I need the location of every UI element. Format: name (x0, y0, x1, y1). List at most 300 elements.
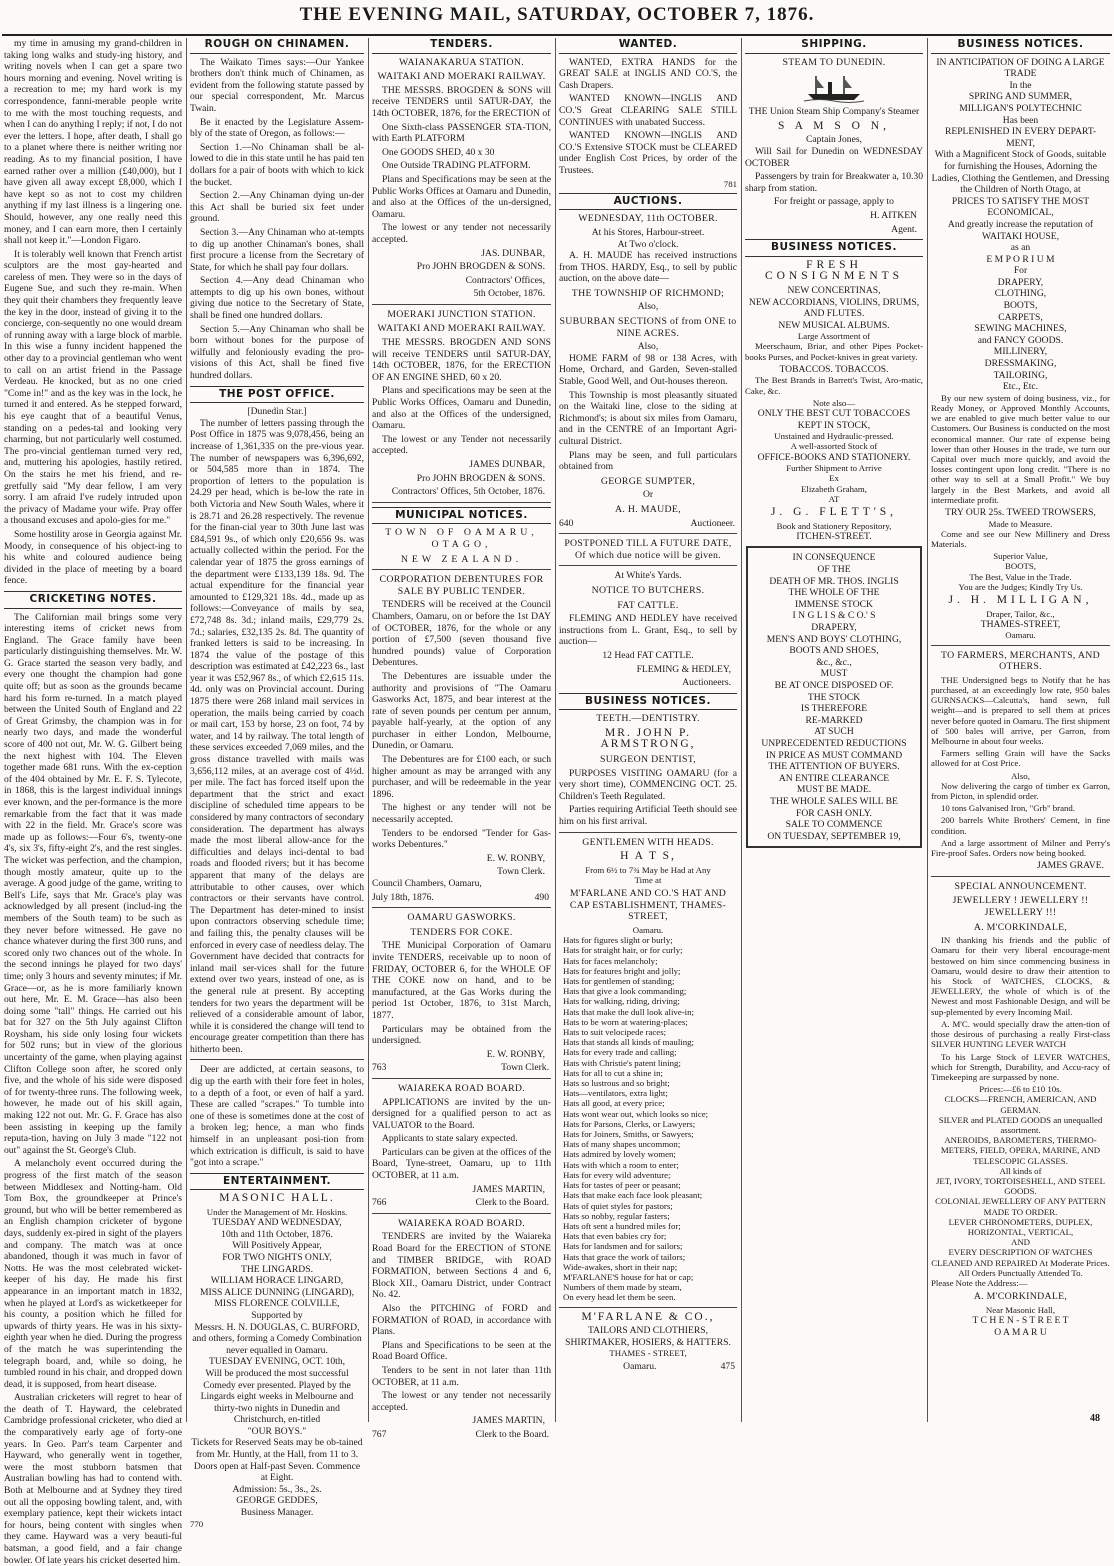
prices-line: Prices:—£6 to £10 10s. (931, 1084, 1110, 1094)
town-subtitle: NEW ZEALAND. (372, 554, 551, 566)
auctioneer-role: Auctioneer. (691, 518, 736, 530)
column-4 (559, 38, 737, 1422)
milligan-line: SEWING MACHINES, (931, 323, 1110, 335)
masonic-line: Supported by (190, 1310, 364, 1322)
hats-from: From 6½ to 7¾ May be Had at Any (559, 865, 737, 875)
instrument-line: NEW ACCORDIANS, VIOLINS, DRUMS, (745, 297, 923, 309)
auction-time: At Two o'clock. (559, 239, 737, 251)
kept-line: KEPT IN STOCK, (745, 420, 923, 432)
statute-section: Section 5.—Any Chinaman who shall be born without bones for the purpose of wilfully and feloniously evading the pro-visions of this Act, shall be fined five hundred dollars. (190, 324, 364, 382)
masonic-management: Under the Management of Mr. Hoskins. (190, 1207, 364, 1217)
masonic-line: Admission: 5s., 3s., 2s. (190, 1484, 364, 1496)
milligan-line: and FANCY GOODS. (931, 335, 1110, 347)
hats-list-item: Hats of quiet styles for pastors; (563, 1201, 737, 1211)
brands-line: The Best Brands in Barrett's Twist, Aro-matic, Cake, &c. (745, 375, 923, 395)
oamaru-label: O A M A R U (931, 1327, 1110, 1339)
statute-section: Section 2.—Any Chinaman dying un-der this Act shall be buried six feet under ground. (190, 190, 364, 225)
hats-list-item: Hats all good, at every price; (563, 1098, 737, 1108)
fresh-consignments: FRESH CONSIGNMENTS (745, 260, 923, 283)
milligan-body: By our new system of doing business, viz., for Ready Money, or Approved Monthly Accounts, we are enabled to give much better value to our Customers. Our Business is conducted on the most economical manner. Our rate of expense being lower than other Houses in the trade, we turn our Capital over much more quickly, and avoid the losses contingent upon long credit. "There is no other way to sell at a Small Profit." We buy largely in the Best Markets, and avoid all intermediate profit. (931, 393, 1110, 505)
clearance-line: IN CONSEQUENCE (752, 552, 916, 564)
hats-list-item: Hats so lustrous and so bright; (563, 1078, 737, 1088)
fat-cattle: FAT CATTLE. (559, 600, 737, 612)
hats-list-item: Hats for gentlemen of standing; (563, 976, 737, 986)
divider (372, 502, 551, 503)
paragraph: my time in amusing my grand-children in taking long walks and study-ing history, and writing novels when I can get a spare two hours morning and evening. Novel writing is a recreation to me; my hard work is my correspondence, fanni-merable people write to me with the most touching requests, and when I can do anything I reply; if not, I do not ever the letters. I hope, after death, I shall go to a planet where there is neither writing nor reading. As to my financial position, I have earned rather over a million (£40,000), but I have given all away except £8,000, which I have kept so as not to cost my children anything if my last illness is a lingering one. Should, however, any one really need this money, and I can earn more, then I certainly shall not keep it."—London Figaro. (4, 38, 182, 247)
oamaru-label: Oamaru. (931, 630, 1110, 640)
tenders-heading: TENDERS. (372, 38, 551, 54)
masonic-line: TUESDAY EVENING, OCT. 10th, (190, 1356, 364, 1368)
tender-body: Plans and specifications may be seen at the Public Works Offices, Oamaru and Dunedin, and also at the Offices of the undersigned, Oamaru. (372, 385, 551, 431)
masonic-line: FOR TWO NIGHTS ONLY, (190, 1252, 364, 1264)
iron-line: 10 tons Galvanised Iron, "Grb" brand. (931, 803, 1110, 813)
clearance-line: BOOTS AND SHOES, (752, 645, 916, 657)
signature: JAMES DUNBAR, (372, 459, 545, 471)
shipping-heading: SHIPPING. (745, 38, 923, 54)
debenture-paragraph: The Debentures are issuable under the authority and provisions of "The Oamaru Gasworks Act, 1875, and bear interest at the rate of seven pounds per centum per annum, payable half-yearly, at the option of any purchaser in either London, Melbourne, Dunedin, or Oamaru. (372, 671, 551, 752)
masonic-line: GEORGE GEDDES, (190, 1495, 364, 1507)
waiareka-paragraph: Plans and Specifications to be seen at the Road Board Office. (372, 1340, 551, 1363)
masthead (0, 4, 1114, 32)
mck-body-2: A. M'C. would specially draw the atten-tion of those desirous of purchasing a really First-class SILVER HUNTING LEVER WATCH (931, 1019, 1110, 1050)
paragraph: The Californian mail brings some very interesting items of cricket news from England. The Grace family have been particularly distinguishing themselves. Mr. W. G. Grace started the season very badly, and every one thought the champion had gone quite off; but as soon as the grounds became hard his form re-turned. In a match played between the United South of England and 22 of Great Grimsby, the champion was in for nearly two days, and made the wonderful score of 400 not out, Mr. W. G. Gilbert being the next highest with 104. The Eleven together made 681 runs. With the ex-ception of the 404 obtained by Mr. E. F. S. Tylecote, in 1868, this is the largest individual innings ever known, and the per-formance is the more remarkable from the fact that it was made with 22 in the field. Mr. Grace's score was made up as follows:—Four 6's, twenty-one 4's, six 3's, fifty-eight 2's, and the rest singles. The wicket was perfection, and the champion, though mostly amateur, quite up to the average. A good judge of the game, writing to Bell's Life, says that Mr. Grace's play was acknowledged by all present (includ-ing the members of the South team) to be such as they never before witnessed. He gave no chance whatever during the first 300 runs, and scored only two chances out of the whole. In the second innings he played for two days' time; only 3 hours and seventy minutes; if Mr. Grace—or, as he is more familiarly known out here, Mr. E. M. Grace—has also been doing some "tall" things. He carried out his bat for 327 on the 5th July against Clifton Roysham, his side only losing four wickets for 502 runs; but in view of the glorious uncertainty of the game, when playing against Clifton College soon after, he scored only five, and the whole of his side were disposed of for twenty-three runs. The following week, however, he made out of his skill again, making 122 not out. Mr. G. F. Grace has also been assisting in keeping up the family reputa-tion, having on July 3 made "122 not out" against the St. George's Club. (4, 612, 182, 1157)
freight-line: For freight or passage, apply to (745, 196, 923, 208)
unstained-line: Unstained and Hydraulic-pressed. (745, 431, 923, 441)
masonic-line: 10th and 11th October, 1876. (190, 1229, 364, 1241)
milligan-ad (931, 57, 1110, 393)
itchen-street: ITCHEN-STREET. (745, 531, 923, 543)
town-title: TOWN OF OAMARU, OTAGO, (372, 527, 551, 550)
hats-list-item: Wide-awakes, short in their nap; (563, 1262, 737, 1272)
wanted-ads (559, 57, 737, 177)
ad-ref-number: 763 (372, 1062, 386, 1074)
signature-role: Auctioneers. (559, 677, 731, 689)
tender-body: One Outside TRADING PLATFORM. (372, 160, 551, 172)
coke-title: TENDERS FOR COKE. (372, 927, 551, 939)
sacks-line: Farmers selling Grain will have the Sacks allowed for at Cost Price. (931, 748, 1110, 768)
hats-list-item: Hats for tastes of peer or peasant; (563, 1180, 737, 1190)
debenture-title: CORPORATION DEBENTURES FOR SALE BY PUBLIC TENDER. (372, 574, 551, 597)
only-best-line: ONLY THE BEST CUT TOBACCOES (745, 408, 923, 420)
milligan-line: PRICES TO SATISFY THE MOST ECONOMICAL, (931, 196, 1110, 219)
coke-body-2: Particulars may be obtained from the undersigned. (372, 1024, 551, 1047)
tender-title: WAIANAKARUA STATION. (372, 57, 551, 69)
ad-ref-number: 766 (372, 1197, 386, 1209)
whites-yards: At White's Yards. (559, 570, 737, 582)
albums-line: NEW MUSICAL ALBUMS. (745, 320, 923, 332)
hats-list-item: Hats with which a room to enter; (563, 1160, 737, 1170)
sail-notice: Will Sail for Dunedin on WEDNESDAY OCTOBER (745, 146, 923, 169)
silver-line: SILVER and PLATED GOODS an unequalled assortment. (931, 1115, 1110, 1135)
statute-section: Section 1.—No Chinaman shall be al-lowed to die in this state until he has paid ten dollars for a pair of boots with which to kick the bucket. (190, 142, 364, 188)
signature: Pro JOHN BROGDEN & SONS. (372, 473, 545, 485)
page-number: 48 (1090, 1413, 1100, 1424)
municipal-notices-heading: MUNICIPAL NOTICES. (372, 507, 551, 525)
draper-line: Draper, Tailor, &c., (931, 609, 1110, 619)
tweed-line: TRY OUR 25s. TWEED TROWSERS, (931, 507, 1110, 519)
masonic-line: Business Manager. (190, 1507, 364, 1519)
milligan-line: CARPETS, (931, 312, 1110, 324)
plans-line: Plans may be seen, and full particulars obtained from (559, 450, 737, 473)
hats-list (559, 935, 737, 1302)
auctioneer-name: A. H. MAUDE, (559, 504, 737, 516)
divider (931, 645, 1110, 646)
hats-list-item: Hats for every wild adventure; (563, 1170, 737, 1180)
masonic-line: MISS ALICE DUNNING (LINGARD), (190, 1287, 364, 1299)
masonic-line: Will Positively Appear, (190, 1240, 364, 1252)
ad-ref-number: 640 (559, 518, 573, 530)
article-continued (4, 38, 182, 587)
milligan-line: REPLENISHED IN EVERY DEPART-MENT, (931, 126, 1110, 149)
milligan-line: BOOTS, (931, 300, 1110, 312)
milligan-line: MILLINERY, (931, 346, 1110, 358)
masthead-title: THE EVENING MAIL, SATURDAY, OCTOBER 7, 1876. (300, 4, 815, 26)
column-separator (186, 38, 187, 1422)
township-body: This Township is most pleasantly situated on the Waitaki line, close to the siding at Richmond's; is about six miles from Oamaru, and in the CENTRE of an Important Agri-cultural District. (559, 390, 737, 448)
hats-list-item: Hats that stands all kinds of mauling; (563, 1037, 737, 1047)
clearance-line: THE WHOLE OF THE (752, 587, 916, 599)
hats-list-item: Hats that make each face look pleasant; (563, 1190, 737, 1200)
hats-list-item: Hats—ventilators, extra light; (563, 1088, 737, 1098)
signature: Pro JOHN BROGDEN & SONS. (372, 261, 545, 273)
milligan-line: WAITAKI HOUSE, (931, 231, 1110, 243)
waiareka-bridge-ad (372, 1231, 551, 1413)
divider (559, 533, 737, 534)
debenture-paragraph: Tenders to be endorsed "Tender for Gas-works Debentures." (372, 828, 551, 851)
statute-section: Section 3.—Any Chinaman who at-tempts to dig up another Chinaman's bones, shall first procure a license from the Secretary of State, for which he shall pay four dollars. (190, 227, 364, 273)
union-steamer: THE Union Steam Ship Company's Steamer (745, 106, 923, 118)
column-6 (931, 38, 1110, 1422)
hats-time: Time at (559, 875, 737, 885)
tender-body: THE MESSRS. BROGDEN AND SONS will receive TENDERS until SATUR-DAY, 14th OCTOBER, 1876, for the ERECTION OF AN ENGINE SHED, 60 x 20. (372, 337, 551, 383)
gentlemen-title: GENTLEMEN WITH HEADS. (559, 837, 737, 849)
ad-ref-number: 781 (559, 179, 737, 189)
agent-name: H. AITKEN (745, 210, 917, 222)
ex-label: Ex (745, 473, 923, 483)
clearance-line: THE STOCK (752, 692, 916, 704)
orders-line: All Orders Punctually Attended To. (931, 1268, 1110, 1278)
clearance-line: DEATH OF MR. THOS. INGLIS (752, 576, 916, 588)
milligan-line: And greatly increase the reputation of (931, 219, 1110, 231)
milligan-line: Etc., Etc. (931, 381, 1110, 393)
tailor-street: THAMES - STREET, (559, 1348, 737, 1358)
waiareka-title: WAIAREKA ROAD BOARD. (372, 1083, 551, 1095)
hats-list-item: On every head let them be seen. (563, 1292, 737, 1302)
hats-list-item: Hats for all to cut a shine in; (563, 1068, 737, 1078)
jewellery-line: JEWELLERY ! JEWELLERY !! JEWELLERY !!! (931, 895, 1110, 918)
business-notices-heading: BUSINESS NOTICES. (559, 693, 737, 711)
debenture-paragraph: The highest or any tender will not be necessarily accepted. (372, 802, 551, 825)
debenture-paragraph: The Debentures are for £100 each, or such higher amount as may be arranged with any purchaser, and will be redeemable in the year 1896. (372, 754, 551, 800)
clearance-line: THE ATTENTION OF BUYERS. (752, 761, 916, 773)
waiareka-paragraph: Tenders to be sent in not later than 11th OCTOBER, at 11 a.m. (372, 1365, 551, 1388)
grave-body: THE Undersigned begs to Notify that he has purchased, at an exceedingly low rate, 950 bales GURNSACKS—Calcutta's, hand sewn, full weight—and is prepared to sell them at prices never before quoted in Oamaru. The first shipment of 500 bales will arrive, per Garron, from Melbourne in about four weeks. (931, 675, 1110, 746)
ad-ref-number: 475 (721, 1361, 735, 1373)
colonial-line: COLONIAL JEWELLERY OF ANY PATTERN MADE TO ORDER. (931, 1196, 1110, 1216)
oamaru-label: Oamaru. (559, 925, 737, 935)
waiareka-paragraph: Particulars can be given at the offices of the Board, Tyne-street, Oamaru, up to 11th OCTOBER, at 11 a.m. (372, 1147, 551, 1182)
office-books: OFFICE-BOOKS AND STATIONERY. (745, 452, 923, 464)
teeth-title: TEETH.—DENTISTRY. (559, 713, 737, 725)
cricketing-notes-heading: CRICKETING NOTES. (4, 591, 182, 609)
divider (372, 569, 551, 570)
auctioneer-name: GEORGE SUMPTER, (559, 476, 737, 488)
hats-list-item: Hats for every trade and calling; (563, 1047, 737, 1057)
rough-on-chinamen-heading: ROUGH ON CHINAMEN. (190, 38, 364, 54)
milligan-line: In the (931, 80, 1110, 92)
clearance-line: MUST (752, 668, 916, 680)
milligan-line: DRAPERY, (931, 277, 1110, 289)
auction-body: A. H. MAUDE has received instructions from THOS. HARDY, Esq., to sell by public auction, on the above date— (559, 250, 737, 285)
judges-line: You are the Judges; Kindly Try Us. (931, 582, 1110, 592)
post-office-heading: THE POST OFFICE. (190, 386, 364, 404)
signature-role: Town Clerk. (501, 1062, 549, 1074)
wanted-ad: WANTED KNOWN—INGLIS AND CO.'S Great CLEARING SALE STILL CONTINUES with unabated Success. (559, 93, 737, 128)
hats-list-item: Hats that make the dull look alive-in; (563, 1007, 737, 1017)
note-line: Note also— (745, 398, 923, 408)
or-label: Or (559, 489, 737, 501)
waiareka-paragraph: TENDERS are invited by the Waiareka Road Board for the ERECTION of STONE and TIMBER BRIDGE, with ROAD FORMATION, between Sections 4 and 6, Block XII., Oamaru District, under Contract No. 42. (372, 1231, 551, 1301)
ad-ref-number: 767 (372, 1429, 386, 1441)
hats-list-item: Numbers of them made by steam, (563, 1282, 737, 1292)
thames-street: THAMES-STREET, (931, 619, 1110, 631)
also-label: Also, (559, 301, 737, 313)
masonic-line: MISS FLORENCE COLVILLE, (190, 1298, 364, 1310)
signature: JAMES MARTIN, (372, 1184, 545, 1196)
clearance-line: BE AT ONCE DISPOSED OF. (752, 680, 916, 692)
divider (190, 1059, 364, 1060)
milligan-line: TAILORING, (931, 370, 1110, 382)
dentist-name: MR. JOHN P. ARMSTRONG, (559, 728, 737, 751)
masonic-line: Doors open at Half-past Seven. Commence at Eight. (190, 1461, 364, 1484)
column-separator (368, 38, 369, 1422)
article-intro: The Waikato Times says:—Our Yankee brothers don't think much of Chinamen, as evident from the following statute passed by our special correspondent, Mr. Marcus Twain. (190, 57, 364, 115)
wanted-ad: WANTED, EXTRA HANDS for the GREAT SALE at INGLIS AND CO.'S, the Cash Drapers. (559, 57, 737, 92)
hats-list-item: Hats for landsmen and for sailors; (563, 1241, 737, 1251)
column-1 (4, 38, 182, 1422)
debenture-ad (372, 599, 551, 850)
column-separator (927, 38, 928, 1422)
tender-ads (372, 57, 551, 503)
clearance-line: RE-MARKED (752, 715, 916, 727)
divider (372, 304, 551, 305)
fleming-lot: 12 Head FAT CATTLE. (559, 650, 737, 662)
tender-body: One Sixth-class PASSENGER STA-TION, with Earth PLATFORM (372, 122, 551, 145)
paragraph: Some hostility arose in Georgia against Mr. Moody, in consequence of his object-ing to his white and coloured audience being divided in the place of meeting by a board fence. (4, 529, 182, 587)
dentist-visit: PURPOSES VISITING OAMARU (for a very short time), COMMENCING OCT. 25. Children's Teeth Regulated. (559, 768, 737, 803)
tailor-line: TAILORS AND CLOTHIERS, (559, 1325, 737, 1337)
agent-role: Agent. (745, 224, 917, 236)
clearance-line: I N G L I S & C O.' S (752, 610, 916, 622)
tender-body: Plans and Specifications may be seen at the Public Works Offices at Oamaru and Dunedin, and also at the Offices of the un-dersigned, Oamaru. (372, 174, 551, 220)
butchers-notice: NOTICE TO BUTCHERS. (559, 585, 737, 597)
clearance-line: SALE TO COMMENCE (752, 819, 916, 831)
coke-body: THE Municipal Corporation of Oamaru invite TENDERS, receivable up to noon of FRIDAY, OCTOBER 6, for the WHOLE OF THE COKE now on hand, and to be manufactured, at the Gas Works during the period 1st October, 1876, to 31st March, 1877. (372, 940, 551, 1021)
paragraph: A melancholy event occurred during the progress of the first match of the season between Middlesex and Notting-ham. Old Tom Box, the groundkeeper at Prince's ground, but who will be better remembered as an English champion cricketer of bygone days, suddenly ex-pired in sight of the players and company. The match was at once abandoned, though it was much in favor of Notts. He was the most celebrated wicket-keeper of his day. He made his first appearance in an important match in 1832, when he played at Lord's as wicketkeeper for his county, a position which he filled for upwards of thirty years. He was in his sixty-eighth year when he died. During the progress of the match he was superintending the telegraph board, and, while so doing, he tumbled round in his chair, and dropped down dead, it is supposed, from heart disease. (4, 1158, 182, 1390)
tender-subtitle: WAITAKI AND MOERAKI RAILWAY. (372, 71, 551, 83)
at-label: AT (745, 494, 923, 504)
every-line: EVERY DESCRIPTION OF WATCHES CLEANED AND REPAIRED At Moderate Prices. (931, 1247, 1110, 1267)
waiareka-paragraph: Applicants to state salary expected. (372, 1133, 551, 1145)
also-label: Also, (931, 771, 1110, 781)
tender-subtitle: WAITAKI AND MOERAKI RAILWAY. (372, 323, 551, 335)
clearance-line: UNPRECEDENTED REDUCTIONS (752, 738, 916, 750)
place-line: Council Chambers, Oamaru, (372, 878, 551, 890)
boots-line: BOOTS, (931, 561, 1110, 571)
signature-role: Clerk to the Board. (475, 1197, 549, 1209)
hats-list-item: Hats for faces melancholy; (563, 956, 737, 966)
tender-body: The lowest or any tender not necessarily accepted. (372, 222, 551, 245)
ship-ref: Elizabeth Graham, (745, 484, 923, 494)
tobaccos-line: TOBACCOS. TOBACCOS. (745, 364, 923, 376)
masthead-rule (2, 34, 1112, 36)
column-separator (741, 38, 742, 1422)
milligan-line: E M P O R I U M (931, 254, 1110, 266)
statute-section: Be it enacted by the Legislature Assem-bly of the state of Oregon, as follows:— (190, 117, 364, 140)
instrument-line: NEW CONCERTINAS, (745, 285, 923, 297)
column-2 (190, 38, 364, 1422)
clearance-line: IS THEREFORE (752, 703, 916, 715)
hats-list-item: Hats to suit velocipede races; (563, 1027, 737, 1037)
mck-name: A. M'CORKINDALE, (931, 1291, 1110, 1303)
well-assorted: A well-assorted Stock of (745, 441, 923, 451)
business-notices-heading: BUSINESS NOTICES. (931, 38, 1110, 54)
hats-list-item: Hats for straight hair, or for curly; (563, 945, 737, 955)
waiareka-paragraph: The lowest or any tender not necessarily accepted. (372, 1390, 551, 1413)
paragraph: Australian cricketers will regret to hear of the death of T. Hayward, the celebrated Cambridge professional cricketer, who died at the comparatively early age of forty-one years. In Geo. Parr's team Carpenter and Hayward, who generally went in together, were the most stubborn batsmen that Australian bowling has had to contend with. Both at Melbourne and at Sydney they tired out all the opposing bowling talent, and, with exemplary patience, kept their wickets intact for hours, being content with singles when they came. Hayward was a very beauti-ful batsman, a good field, and a fair change bowler. Of late years his cricket deserted him. (4, 1392, 182, 1566)
flett-name: J. G. FLETT'S, (745, 507, 923, 519)
masonic-line: WILLIAM HORACE LINGARD, (190, 1275, 364, 1287)
waiareka-valuator-ad (372, 1097, 551, 1182)
instrument-line: AND FLUTES. (745, 308, 923, 320)
hats-list-item: Hats that give a look commanding; (563, 986, 737, 996)
post-office-article (190, 418, 364, 1056)
signature-role: Town Clerk. (372, 866, 545, 878)
signature: JAMES GRAVE. (931, 860, 1104, 872)
wanted-ad: WANTED KNOWN—INGLIS AND CO.'S Extensive STOCK must be CLEARED under English Cost Prices, by order of the Trustees. (559, 130, 737, 176)
aneroids-line: ANEROIDS, BAROMETERS, THERMO-METERS, FIELD, OPERA, MARINE, AND TELESCOPIC GLASSES. (931, 1135, 1110, 1166)
masonic-line: THE LINGARDS. (190, 1264, 364, 1276)
milligan-line: MILLIGAN'S POLYTECHNIC (931, 103, 1110, 115)
divider (372, 1213, 551, 1214)
signature: JAS. DUNBAR, (372, 248, 545, 260)
milligan-line: IN ANTICIPATION OF DOING A LARGE TRADE (931, 57, 1110, 80)
captain: Captain Jones, (745, 134, 923, 146)
signature: 5th October, 1876. (372, 288, 545, 300)
clearance-line: &c., &c., (752, 657, 916, 669)
auction-date: WEDNESDAY, 11th OCTOBER. (559, 213, 737, 225)
divider (559, 565, 737, 566)
column-5 (745, 38, 923, 1422)
masonic-hall-ad (190, 1217, 364, 1518)
steamship-icon (804, 72, 864, 102)
deer-paragraph: Deer are addicted, at certain seasons, to dig up the earth with their fore feet in holes, to a depth of a foot, or even of half a yard. These are called "scrapes." To tumble into one of these is sometimes done at the cost of a broken leg; hence, a man who finds himself in an unpleasant posi-tion from which extrication is difficult, is said to have "got into a scrape." (190, 1064, 364, 1168)
kinds-line: All kinds of (931, 1166, 1110, 1176)
milligan-line: With a Magnificent Stock of Goods, suitable for furnishing the Houses, Adorning the Ladies, Clothing the Gentlemen, and Dressing the Children of North Otago, at (931, 149, 1110, 195)
clearance-line: OF THE (752, 564, 916, 576)
large-assortment: Large Assortment of (745, 331, 923, 341)
debenture-paragraph: TENDERS will be received at the Council Chambers, Oamaru, on or before the 1st DAY of OCTOBER, 1876, for the whole or any portion of £7,500 (seven thousand five hundred pounds) value of Corporation Debentures. (372, 599, 551, 669)
clearance-line: THE WHOLE SALES WILL BE (752, 796, 916, 808)
clearance-line: IMMENSE STOCK (752, 599, 916, 611)
statute-section: Section 4.—Any dead Chinaman who attempts to dig up his own bones, without giving due notice to the Secretary of State, shall be fined one hundred dollars. (190, 275, 364, 321)
further-shipment: Further Shipment to Arrive (745, 463, 923, 473)
hats-list-item: Hats that grace the work of tailors; (563, 1252, 737, 1262)
hats-list-item: Hats to be worn at watering-places; (563, 1017, 737, 1027)
divider (372, 1078, 551, 1079)
book-repository: Book and Stationery Repository, (745, 521, 923, 531)
masonic-hall-title: MASONIC HALL. (190, 1193, 364, 1205)
cement-line: 200 barrels White Brothers' Cement, in fine condition. (931, 815, 1110, 835)
tailor-title: M'FARLANE & CO., (559, 1312, 737, 1324)
postponed-notice: POSTPONED TILL A FUTURE DATE, Of which due notice will be given. (559, 538, 737, 561)
ad-ref-number: 770 (190, 1519, 364, 1529)
milligan-line: as an (931, 242, 1110, 254)
measure-line: Made to Measure. (931, 519, 1110, 529)
hats-list-item: Hats oft sent a hundred miles for; (563, 1221, 737, 1231)
paragraph: The number of letters passing through the Post Office in 1875 was 9,078,456, being an increase of 1,361,335 on the pre-vious year. The number of newspapers was 6,396,692, or 504,585 more than in 1874. The proportion of letters to the population is 24.29 per head, which is be-low the rate in both Victoria and New South Wales, where it is 28.71 and 26.28 respectively. The revenue for the finan-cial year to 30th June last was £84,591 9s., of which only £20,656 9s. was actually collected within the period. For the calendar year of 1875 the gross earnings of the department were £133,139 18s. 9d. The actual expenditure for the financial year amounted to £129,321 18s. 4d., made up as follows:—Conveyance of mails by sea, £72,748 8s. 3d.; inland mails, £29,779 2s. 7d.; salaries, £32,135 2s. 8d. The quantity of franked letters is said to be increasing. In 1874 the value of the postage of this description was estimated at £42,223 6s., last year it was £52,967 8s., of which £2,615 11s. 4d. only was on Provincial account. During 1875 there were 268 inland mail services in operation, the mails being carried by coach or mail cart, 153 by horse, 23 on foot, 74 by water, and 14 by railway. The total length of these services exceeded 7,069 miles, and the gross distance travelled with mails was 3,656,112 miles, at an average cost of 4½d. per mile. The fact has forced itself upon the department that the strict and exact discipline of scheduled time appears to be considered by many contractors of secondary consideration. The department has always made the most liberal allow-ance for the difficulties and delays inci-dental to bad roads and flooded rivers; but it has become apparent that many of the delays are attributable to other causes, over which contractors or their servants have control. The Department has deter-mined to insist upon contractors observing schedule time; and failing this, the penalty clauses will be enforced in every case of needless delay. The Government have decided that contracts for inland mail ser-vices shall for the future extend over two years, instead of one, as is the general rule at present. By accepting tenders for two years the department will be relieved of a considerable amount of labor, while it is considered the change will tend to encourage greater competition than there has hitherto been. (190, 418, 364, 1056)
masonic-line: Will be produced the most successful Comedy ever presented. Played by the Lingards eight weeks in Melbourne and thirty-two nights in Dunedin and Christchurch, en-titled (190, 1368, 364, 1426)
tender-title: MOERAKI JUNCTION STATION. (372, 309, 551, 321)
signature: Contractors' Offices, 5th October, 1876. (372, 486, 545, 498)
masonic-line: TUESDAY AND WEDNESDAY, (190, 1217, 364, 1229)
jet-line: JET, IVORY, TORTOISESHELL, AND STEEL GOODS. (931, 1176, 1110, 1196)
tender-body: THE MESSRS. BROGDEN & SONS will receive TENDERS until SATUR-DAY, the 14th OCTOBER, 1876, for the ERECTION of (372, 85, 551, 120)
auction-place: At his Stores, Harbour-street. (559, 227, 737, 239)
date-line: July 18th, 1876. (372, 892, 434, 904)
clearance-line: IN PRICE AS MUST COMMAND (752, 750, 916, 762)
milligan-line: CLOTHING, (931, 288, 1110, 300)
tender-body: The lowest or any Tender not necessarily accepted. (372, 434, 551, 457)
milligan-line: DRESSMAKING, (931, 358, 1110, 370)
large-stock: To his Large Stock of LEVER WATCHES, which for Strength, Durability, and Accu-racy of Timekeeping are surpassed by none. (931, 1052, 1110, 1083)
hats-list-item: M'FARLANE'S house for hat or cap; (563, 1272, 737, 1282)
richmond-title: THE TOWNSHIP OF RICHMOND; (559, 288, 737, 300)
post-office-source: [Dunedin Star.] (190, 406, 364, 418)
near-line: Near Masonic Hall, (931, 1305, 1110, 1315)
masonic-line: Messrs. H. N. DOUGLAS, C. BURFORD, and others, forming a Comedy Combination never equalled in Oamaru. (190, 1322, 364, 1357)
special-announcement: SPECIAL ANNOUNCEMENT. (931, 881, 1110, 893)
hats-list-item: Hats so nobby, regular fasters; (563, 1211, 737, 1221)
dentist-parties: Parties requiring Artificial Teeth should see him on his first arrival. (559, 804, 737, 827)
clearance-line: DRAPERY, (752, 622, 916, 634)
tchen-street: T C H E N - S T R E E T (931, 1315, 1110, 1327)
signature: E. W. RONBY, (372, 1049, 545, 1061)
divider (931, 876, 1110, 877)
steam-title: STEAM TO DUNEDIN. (745, 57, 923, 69)
signature: FLEMING & HEDLEY, (559, 664, 731, 676)
also-label: Also, (559, 341, 737, 353)
come-line: Come and see our New Millinery and Dress Materials. (931, 529, 1110, 549)
hats-list-item: Hats for Joiners, Smiths, or Sawyers; (563, 1129, 737, 1139)
suburban-sections: SUBURBAN SECTIONS of from ONE to NINE ACRES. (559, 316, 737, 339)
home-farm: HOME FARM of 98 or 138 Acres, with Home, Orchard, and Garden, Seven-stalled Stable, Good Well, and Out-houses thereon. (559, 353, 737, 388)
address-line: Please Note the Address:— (931, 1278, 1110, 1288)
hats-list-item: Hats for Parsons, Clerks, or Lawyers; (563, 1119, 737, 1129)
waiareka-paragraph: Also the PITCHING of FORD and FORMATION of ROAD, in accordance with Plans. (372, 1303, 551, 1338)
farmers-title: TO FARMERS, MERCHANTS, AND OTHERS. (931, 650, 1110, 673)
hats-list-item: Hats for walking, riding, driving; (563, 996, 737, 1006)
signature: JAMES MARTIN, (372, 1415, 545, 1427)
fleming-body: FLEMING AND HEDLEY have received instructions from L. Grant, Esq., to sell by auction— (559, 613, 737, 648)
cricketing-notes-article (4, 612, 182, 1566)
waiareka-title: WAIAREKA ROAD BOARD. (372, 1218, 551, 1230)
tender-body: One GOODS SHED, 40 x 30 (372, 147, 551, 159)
hats-list-item: Hats admired by lovely women; (563, 1149, 737, 1159)
clearance-line: AN ENTIRE CLEARANCE (752, 773, 916, 785)
mck-body: IN thanking his friends and the public of Oamaru for their very liberal encourage-ment bestowed on him since commencing business in Oamaru, would desire to draw their attention to his Stock of WATCHES, CLOCKS, & JEWELLERY, the whole of which is of the Newest and most Fashionable Design, and will be sup-plemented by every Incoming Mail. (931, 935, 1110, 1017)
best-line: The Best, Value in the Trade. (931, 572, 1110, 582)
